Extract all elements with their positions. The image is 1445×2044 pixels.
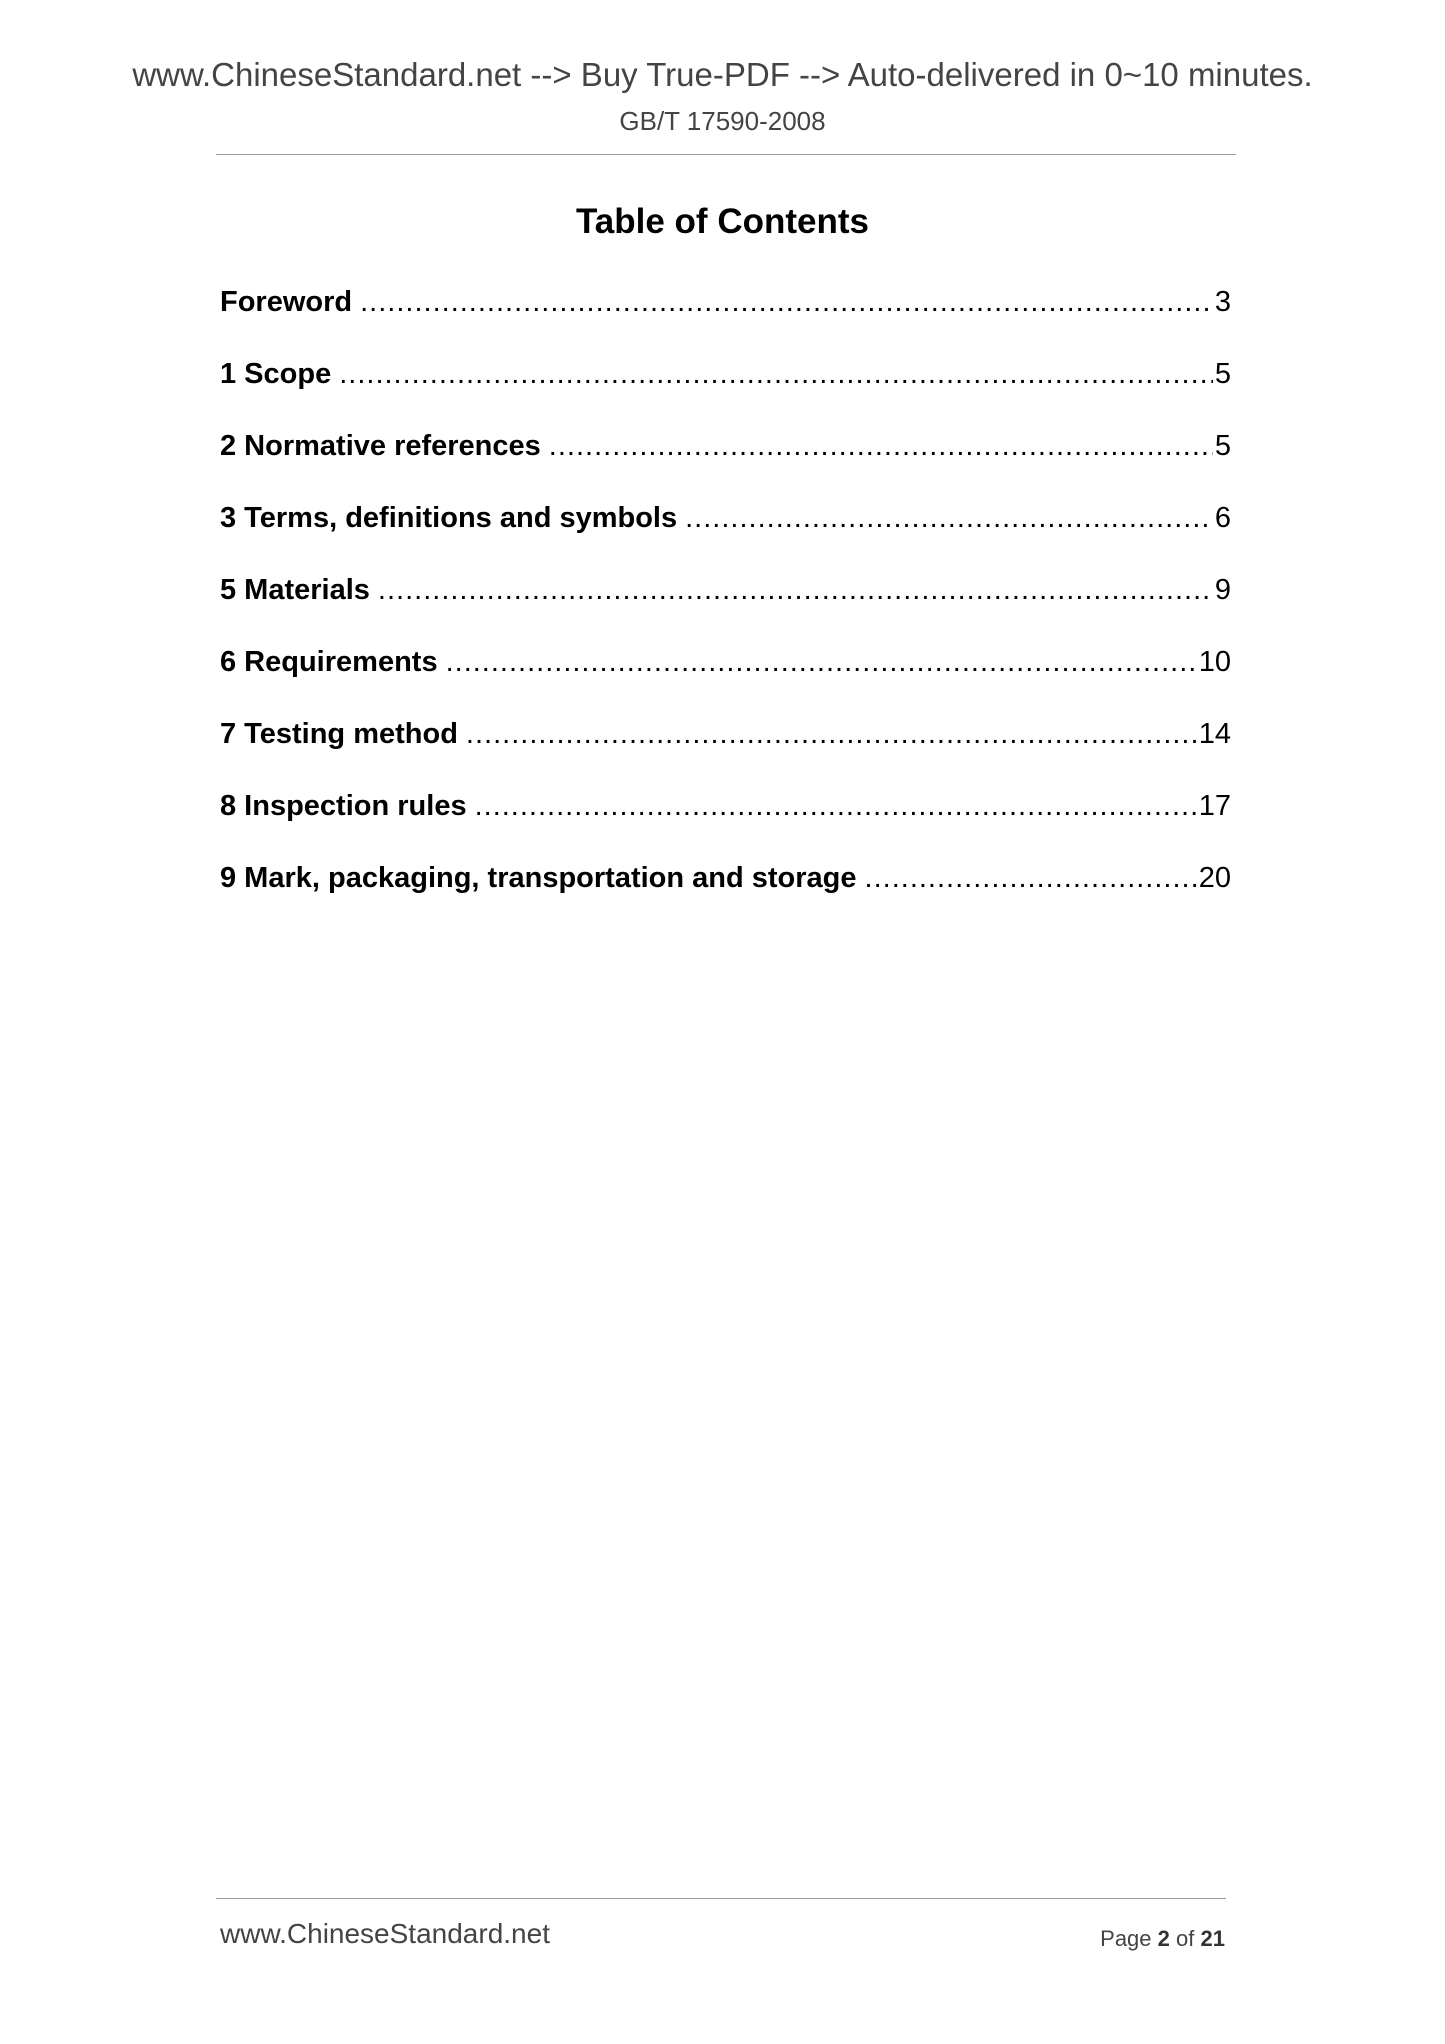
toc-entry-page: 6 <box>1214 502 1231 534</box>
toc-entry-label: Foreword <box>220 286 353 318</box>
toc-entry-normative-references[interactable] <box>220 430 1231 502</box>
toc-entry-foreword[interactable] <box>220 286 1231 358</box>
toc-entry-page: 5 <box>1214 358 1231 390</box>
page-of: of <box>1176 1926 1195 1951</box>
toc-leader-dots <box>865 862 1197 895</box>
toc-entry-page: 17 <box>1198 790 1231 822</box>
toc-leader-dots <box>475 790 1197 823</box>
toc-entry-requirements[interactable] <box>220 646 1231 718</box>
toc-entry-label: 3 Terms, definitions and symbols <box>220 502 678 534</box>
toc-entry-page: 10 <box>1198 646 1231 678</box>
toc-entry-page: 3 <box>1214 286 1231 318</box>
page-number <box>1100 1926 1225 1952</box>
toc-leader-dots <box>466 718 1197 751</box>
toc-leader-dots <box>378 574 1213 607</box>
toc-entry-page: 20 <box>1198 862 1231 894</box>
toc-leader-dots <box>360 286 1213 319</box>
footer-divider <box>216 1898 1226 1899</box>
toc-leader-dots <box>339 358 1213 391</box>
toc-entry-scope[interactable] <box>220 358 1231 430</box>
footer-site-link[interactable]: www.ChineseStandard.net <box>220 1918 550 1949</box>
toc-entry-label: 5 Materials <box>220 574 370 606</box>
toc-leader-dots <box>549 430 1213 463</box>
toc-title: Table of Contents <box>576 202 869 241</box>
toc-entry-testing-method[interactable] <box>220 718 1231 790</box>
toc-entry-materials[interactable] <box>220 574 1231 646</box>
toc-entry-label: 6 Requirements <box>220 646 438 678</box>
toc-entry-label: 8 Inspection rules <box>220 790 467 822</box>
toc-leader-dots <box>446 646 1197 679</box>
toc-entry-page: 14 <box>1198 718 1231 750</box>
toc-entry-inspection-rules[interactable] <box>220 790 1231 862</box>
toc-entry-label: 1 Scope <box>220 358 332 390</box>
page-current: 2 <box>1157 1926 1170 1951</box>
document-code: GB/T 17590-2008 <box>619 106 826 136</box>
page-prefix: Page <box>1100 1926 1152 1951</box>
header-divider <box>216 154 1236 155</box>
toc-list <box>220 286 1231 934</box>
toc-entry-mark-packaging[interactable] <box>220 862 1231 934</box>
toc-entry-page: 5 <box>1214 430 1231 462</box>
toc-entry-terms-definitions[interactable] <box>220 502 1231 574</box>
toc-entry-label: 9 Mark, packaging, transportation and storage <box>220 862 857 894</box>
toc-entry-label: 7 Testing method <box>220 718 458 750</box>
header-promo-text: www.ChineseStandard.net --> Buy True-PDF --> Auto-delivered in 0~10 minutes. <box>132 56 1313 93</box>
toc-entry-label: 2 Normative references <box>220 430 541 462</box>
page-total: 21 <box>1200 1926 1225 1951</box>
toc-leader-dots <box>685 502 1213 535</box>
toc-entry-page: 9 <box>1214 574 1231 606</box>
